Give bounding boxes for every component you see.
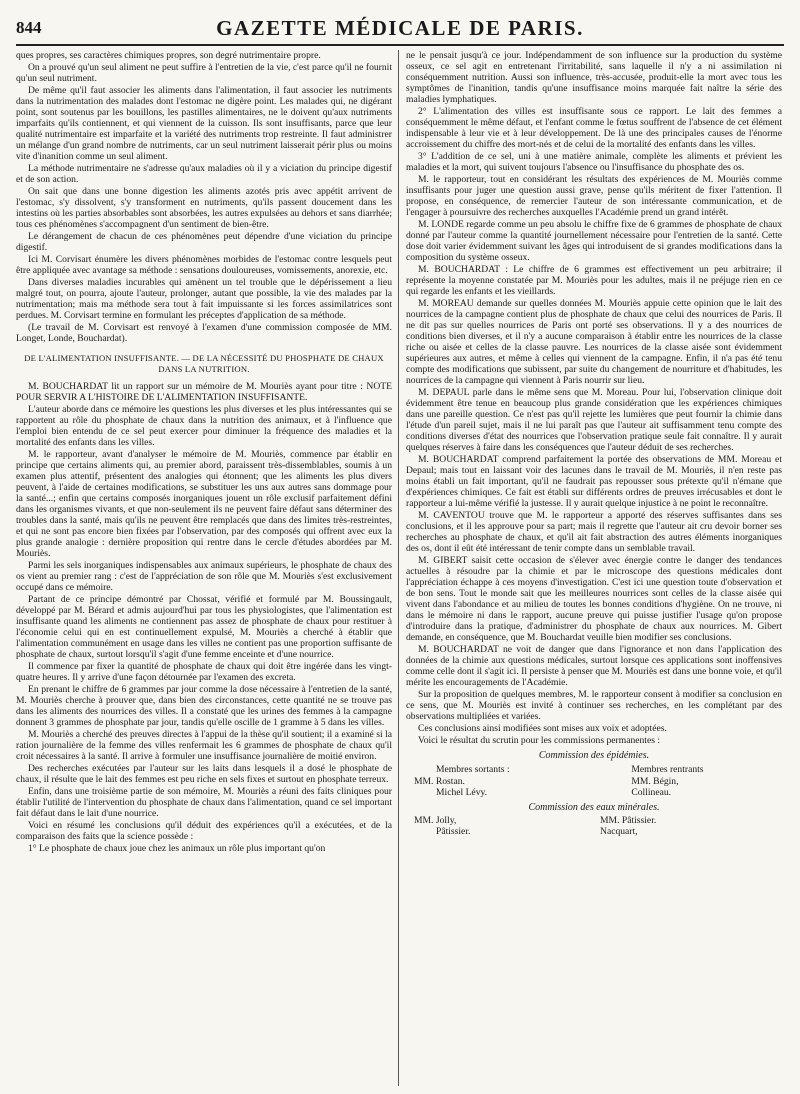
commission-epidemies-title: Commission des épidémies. (538, 750, 650, 761)
commission-eaux-members (406, 815, 782, 837)
paragraph: ques propres, ses caractères chimiques propres, son degré nutrimentaire propre. (16, 50, 321, 61)
paragraph: M. Mouriès a cherché des preuves directes à l'appui de la thèse qu'il soutient; il a examiné si la ration journalière de la femme des villes renfermait les 6 grammes de phosphate de chaux qu'il croit nécessaires à la santé. Il arrive à formuler une insuffisance journalière de moitié environ. (16, 729, 392, 762)
paragraph: M. LONDE regarde comme un peu absolu le chiffre fixe de 6 grammes de phosphate de chaux donné par l'auteur comme la quantité journellement nécessaire pour l'entretien de la santé. Cette dose doit varier évidemment suivant les âges qui introduisent de si grandes modifications dans la composition du système osseux. (406, 219, 782, 263)
member-name: Michel Lévy. (436, 787, 488, 798)
paragraph: M. CAVENTOU trouve que M. le rapporteur a apporté des réserves suffisantes dans ses conclusions, et il les approuve pour sa part; mais il regrette que l'auteur ait cru devoir borner ses recherches au phosphate de chaux, et qu'il ait fait abstraction des autres éléments inorganiques des os, dont il eût été intéressant de tenir compte dans un semblable travail. (406, 510, 782, 554)
paragraph: Dans diverses maladies incurables qui amènent un tel trouble que le dépérissement a lieu malgré tout, on pourra, ajoute l'auteur, prolonger, autant que possible, la vie des malades par la nutrimentation; mais ma méthode sera tout à fait impuissante si les forces assimilatrices sont perdues. M. Corvisart termine en formulant les préceptes d'application de sa méthode. (16, 277, 392, 321)
paragraph: ne le pensait jusqu'à ce jour. Indépendamment de son influence sur la production du système osseux, ce sel agit en entretenant l'irritabilité, sans laquelle il n'y a ni assimilation ni conséquemment nutrition. Aussi son influence, très-accusée, produit-elle la mort avec tous les symptômes de l'inanition, tandis qu'une insuffisance moins marquée fait naître la série des maladies lymphatiques. (406, 50, 782, 105)
right-column (406, 50, 782, 1086)
paragraph: M. MOREAU demande sur quelles données M. Mouriès appuie cette opinion que le lait des nourrices de la campagne contient plus de phosphate de chaux que celui des nourrices de Paris. Il ne dit pas sur quelles nourrices de Paris ont porté ses observations. Il y a des nourrices de conditions bien diverses, et il n'y a aucune comparaison à établir entre les nourrices de la classe riche ou aisée et celles de la classe pauvre. Les nourrices de la classe aisée sont évidemment supérieures aux autres, et même à celles qui viennent de la campagne. Enfin, il n'a pas été tenu compte des modifications que subissent, par suite du changement de nourriture et d'habitudes, les nourrices de la campagne qui viennent à Paris nourrir sur lieu. (406, 298, 782, 386)
member-name: MM. Jolly, (414, 815, 457, 826)
paragraph: L'auteur aborde dans ce mémoire les questions les plus diverses et les plus intéressantes qui se rapportent au rôle du phosphate de chaux dans la nutrition des animaux, et à l'influence que l'emploi bien entendu de ce sel peut exercer pour diminuer la fréquence des maladies et la mortalité des enfants dans les villes. (16, 404, 392, 448)
commission-epidemies-members (406, 763, 782, 798)
member-name: Pâtissier. (436, 826, 471, 837)
page-number: 844 (16, 18, 42, 37)
paragraph: 1° Le phosphate de chaux joue chez les animaux un rôle plus important qu'on (28, 843, 326, 854)
members-sortants-header: Membres sortants : (436, 764, 510, 775)
paragraph: Voici en résumé les conclusions qu'il déduit des expériences qu'il a exécutées, et de la comparaison des faits que la science possède : (16, 820, 392, 842)
paragraph: Voici le résultat du scrutin pour les commissions permanentes : (418, 735, 661, 746)
members-rentrants-header: Membres rentrants (631, 764, 704, 775)
paragraph: Ici M. Corvisart énumère les divers phénomènes morbides de l'estomac contre lesquels peut être appliquée avec avantage sa méthode : sensations douloureuses, vomissements, anorexie, etc. (16, 254, 392, 276)
paragraph: M. BOUCHARDAT lit un rapport sur un mémoire de M. Mouriès ayant pour titre : NOTE POUR SERVIR A L'HISTOIRE DE L'ALIMENTATION INSUFFISANTE. (16, 381, 392, 403)
paragraph: 2° L'alimentation des villes est insuffisante sous ce rapport. Le lait des femmes a conséquemment le même défaut, et l'enfant comme le fœtus souffrent de l'absence de cet élément indispensable à leur vie et à leur développement. De là une des principales causes de l'énorme accroissement du chiffre des mort-nés et de celui de la mortalité des enfants dans les villes. (406, 106, 782, 150)
member-name: Nacquart, (600, 826, 638, 837)
section-heading: DE L'ALIMENTATION INSUFFISANTE. — DE LA NÉCESSITÉ DU PHOSPHATE DE CHAUX DANS LA NUTRITION. (24, 353, 384, 374)
paragraph: De même qu'il faut associer les aliments dans l'alimentation, il faut associer les nutriments dans la nutrimentation des malades dont l'estomac ne digère point. Les malades qui, ne digérant point, sont soutenus par les bouillons, les pastilles alimentaires, ne le doivent qu'aux nutriments imparfaits qu'ils contiennent, et qui viennent de la cuisson. Ils sont insuffisants, parce que leur qualité nutrimentaire est imparfaite et la variété des nutriments trop restreinte. Il faut administrer un mélange d'un grand nombre de nutriments, car un seul nutriment laisserait périr plus ou moins vite d'inanition comme un seul aliment. (16, 85, 392, 162)
paragraph: Ces conclusions ainsi modifiées sont mises aux voix et adoptées. (418, 723, 667, 734)
paragraph: Il commence par fixer la quantité de phosphate de chaux qui doit être ingérée dans les vingt-quatre heures. Il y arrive d'une façon détournée par l'examen des excreta. (16, 661, 392, 683)
paragraph: M. BOUCHARDAT : Le chiffre de 6 grammes est effectivement un peu arbitraire; il représente la moyenne constatée par M. Mouriès pour les adultes, mais il ne préjuge rien en ce qui regarde les enfants et les vieillards. (406, 264, 782, 297)
left-column (16, 50, 392, 1086)
member-name: MM. Rostan. (414, 776, 465, 787)
paragraph: On a prouvé qu'un seul aliment ne peut suffire à l'entretien de la vie, c'est parce qu'il ne fournit qu'un seul nutriment. (16, 62, 392, 84)
member-name: MM. Bégin, (631, 776, 679, 787)
paragraph: Le dérangement de chacun de ces phénomènes peut dépendre d'une viciation du principe digestif. (16, 231, 392, 253)
paragraph: Parmi les sels inorganiques indispensables aux animaux supérieurs, le phosphate de chaux des os vient au premier rang : c'est de l'appréciation de son rôle que M. Mouriès s'est exclusivement occupé dans ce mémoire. (16, 560, 392, 593)
paragraph: 3° L'addition de ce sel, uni à une matière animale, complète les aliments et prévient les maladies et la mort, qui suivent toujours l'absence ou l'insuffisance du phosphate des os. (406, 151, 782, 173)
paragraph: M. le rapporteur, tout en considérant les résultats des expériences de M. Mouriès comme insuffisants pour juger une question aussi grave, pense qu'ils méritent de fixer l'attention. Il propose, en conséquence, de remercier l'auteur de son intéressante communication, et de l'engager à poursuivre des recherches auxquelles l'Académie prend un grand intérêt. (406, 174, 782, 218)
paragraph: M. DEPAUL parle dans le même sens que M. Moreau. Pour lui, l'observation clinique doit évidemment être tenue en beaucoup plus grande considération que les expériences chimiques dans une pareille question. Ce n'est pas qu'il rejette les lumières que peut fournir la chimie dans l'étude d'un pareil sujet, mais il ne lui paraît pas que l'auteur ait suffisamment tenu compte des conditions diverses d'état des nourrices que l'observation pratique seule fait connaître. Il y aurait quelques réserves à faire dans les conséquences que l'auteur déduit de ses recherches. (406, 387, 782, 453)
paragraph: M. le rapporteur, avant d'analyser le mémoire de M. Mouriès, commence par établir en principe que certains aliments qui, au premier abord, paraissent très-dissemblables, soumis à un examen plus attentif, présentent des analogies qui étonnent; que les aliments les plus divers peuvent, à l'aide de certaines modifications, se substituer les uns aux autres sans dommage pour la santé...; enfin que certains composés inorganiques jouent un rôle exclusif parfaitement défini dans les organismes vivants, et que non-seulement ils ne peuvent faire défaut sans déterminer des troubles dans la santé, mais qu'ils ne peuvent être remplacés que dans des limites très-restreintes, et qui ne sont pas encore bien fixées par l'observation, par des composés qui offrent avec eux la plus grande analogie : dernière proposition qui rentre dans le cercle d'études abordées par M. Mouriès. (16, 449, 392, 559)
member-name: MM. Pâtissier. (600, 815, 657, 826)
column-divider (398, 50, 399, 1086)
paragraph: On sait que dans une bonne digestion les aliments azotés pris avec appétit arrivent de l'estomac, s'y dissolvent, s'y transforment en nutriments, qu'ils passent doucement dans les intestins où les parties absorbables sont absorbées, les autres expulsées au dehors et sans diarrhée; tous ces phénomènes s'accompagnent d'un sentiment de bien-être. (16, 186, 392, 230)
paragraph: Sur la proposition de quelques membres, M. le rapporteur consent à modifier sa conclusion en ce sens, que M. Mouriès est invité à continuer ses recherches, en les complétant par des observations multipliées et variées. (406, 689, 782, 722)
paragraph: M. GIBERT saisit cette occasion de s'élever avec énergie contre le danger des tendances actuelles à résoudre par la chimie et par le microscope des questions médicales dont l'appréciation échappe à ces moyens d'investigation. C'est ici une question toute d'observation et de bon sens. Tout le monde sait que les meilleures nourrices sont celles de la classe aisée qui vivent dans l'abondance et au milieu de toutes les bonnes conditions d'hygiène. On ne trouve, ni dans le mémoire ni dans le rapport, aucune preuve qui puisse justifier l'usage qu'on propose d'introduire dans la pratique, d'administrer du phosphate de chaux aux nourrices. M. Gibert demande, en conséquence, que M. Bouchardat veuille bien modifier ses conclusions. (406, 555, 782, 643)
journal-title: GAZETTE MÉDICALE DE PARIS. (216, 16, 584, 40)
member-name: Collineau. (631, 787, 672, 798)
paragraph: Partant de ce principe démontré par Chossat, vérifié et formulé par M. Boussingault, développé par M. Bérard et admis aujourd'hui par tous les physiologistes, que l'alimentation est insuffisante quand les aliments ne contiennent pas assez de phosphate de chaux pour restituer à l'économie celui qui en est continuellement expulsé, M. Mouriès a cherché à établir que l'alimentation communément en usage dans les villes ne contient pas une proportion suffisante de phosphate de chaux, surtout lorsqu'il s'agit d'une femme enceinte et d'une nourrice. (16, 594, 392, 660)
paragraph: En prenant le chiffre de 6 grammes par jour comme la dose nécessaire à l'entretien de la santé, M. Mouriès cherche à prouver que, dans bien des circonstances, cette quantité ne se trouve pas dans les aliments des nourrices des villes. Il a constaté que les urines des femmes à la campagne donnent 3 grammes de phosphate par jour, tandis qu'elle oscille de 1 gramme à 5 dans les villes. (16, 684, 392, 728)
paragraph: M. BOUCHARDAT ne voit de danger que dans l'ignorance et non dans l'application des données de la chimie aux questions médicales, surtout lorsque ces applications sont inoffensives comme celle dont il s'agit ici. Il persiste à penser que M. Mouriès est dans une bonne voie, et qu'il mérite les encouragements de l'Académie. (406, 644, 782, 688)
paragraph: (Le travail de M. Corvisart est renvoyé à l'examen d'une commission composée de MM. Longet, Londe, Bouchardat). (16, 322, 392, 344)
paragraph: Enfin, dans une troisième partie de son mémoire, M. Mouriès a réuni des faits cliniques pour établir l'utilité de l'intervention du phosphate de chaux dans l'alimentation, quand ce sel important fait défaut dans le lait d'une nourrice. (16, 786, 392, 819)
page-header (16, 8, 784, 46)
paragraph: M. BOUCHARDAT comprend parfaitement la portée des observations de MM. Moreau et Depaul; mais tout en laissant voir des lacunes dans le travail de M. Mouriès, il n'en reste pas moins établi un fait important, qu'il ne faudrait pas repousser sous prétexte qu'il n'émane que d'expériences chimiques. Ce fait est établi sur différents ordres de preuves irrécusables et dont le rapporteur a lui-même vérifié la justesse. Il y aurait quelque injustice à ne point le reconnaître. (406, 454, 782, 509)
paragraph: Des recherches exécutées par l'auteur sur les laits dans lesquels il a dosé le phosphate de chaux, il résulte que le lait des femmes est peu riche en sels fixes et surtout en phosphate terreux. (16, 763, 392, 785)
paragraph: La méthode nutrimentaire ne s'adresse qu'aux maladies où il y a viciation du principe digestif et de son action. (16, 163, 392, 185)
commission-eaux-title: Commission des eaux minérales. (528, 802, 660, 813)
